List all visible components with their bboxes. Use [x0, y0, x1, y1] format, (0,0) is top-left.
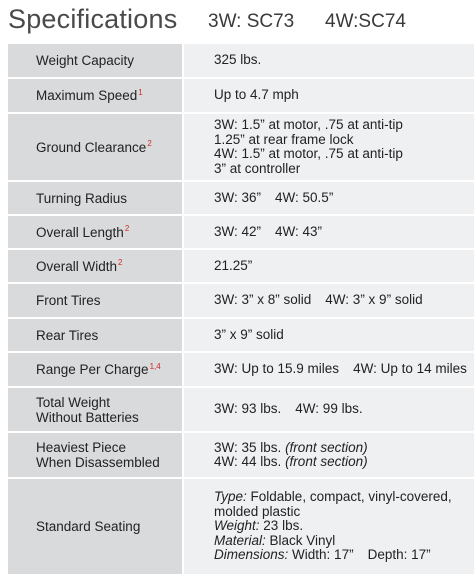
- spec-value: Up to 4.7 mph: [182, 79, 474, 112]
- spec-label: Standard Seating: [8, 479, 182, 574]
- spec-value: 3W: 1.5” at motor, .75 at anti-tip 1.25” at rear frame lock 4W: 1.5” at motor, .75 at anti-tip 3” at controller: [182, 114, 474, 180]
- spec-row-overall-width: [8, 248, 474, 282]
- spec-row-overall-length: [8, 214, 474, 248]
- spec-label: Maximum Speed$^1$: [8, 79, 182, 112]
- spec-value: 3W: 42” 4W: 43”: [182, 216, 474, 248]
- spec-row-range-per-charge: [8, 351, 474, 386]
- spec-row-standard-seating: [8, 477, 474, 574]
- spec-value: 3W: 35 lbs. (front section) 4W: 44 lbs. (front section): [182, 433, 474, 477]
- footnote-marker: 2: [118, 258, 123, 267]
- spec-value: 3W: 93 lbs. 4W: 99 lbs.: [182, 388, 474, 431]
- spec-label: Front Tires: [8, 284, 182, 317]
- spec-label: Turning Radius: [8, 182, 182, 214]
- spec-label: Ground Clearance$^2$: [8, 114, 182, 180]
- spec-label: Overall Length$^2$: [8, 216, 182, 248]
- spec-value: 21.25”: [182, 250, 474, 282]
- spec-label: Weight Capacity: [8, 44, 182, 77]
- spec-label: Rear Tires: [8, 319, 182, 351]
- spec-label: Range Per Charge$^{1,4}$: [8, 353, 182, 386]
- spec-row-heaviest-piece: [8, 431, 474, 477]
- footnote-marker: 2: [147, 139, 152, 148]
- spec-value: 325 lbs.: [182, 44, 474, 77]
- spec-row-maximum-speed: [8, 77, 474, 112]
- spec-header: [0, 0, 474, 44]
- footnote-marker: 2: [124, 224, 130, 233]
- page-title: Specifications: [8, 4, 178, 34]
- footnote-marker: 1: [138, 87, 143, 97]
- spec-row-turning-radius: [8, 180, 474, 214]
- spec-row-total-weight: [8, 386, 474, 431]
- model-3w-label: 3W: SC73: [208, 11, 295, 32]
- spec-row-ground-clearance: [8, 112, 474, 180]
- spec-label: Total Weight Without Batteries: [8, 388, 182, 431]
- spec-row-front-tires: [8, 282, 474, 317]
- spec-value: 3W: 3” x 8” solid 4W: 3” x 9” solid: [182, 284, 474, 317]
- spec-label: Heaviest Piece When Disassembled: [8, 433, 182, 477]
- spec-value: 3W: 36” 4W: 50.5”: [182, 182, 474, 214]
- footnote-marker: 1,4: [149, 361, 161, 371]
- spec-value: Type: Foldable, compact, vinyl-covered, molded plastic Weight: 23 lbs. Material: Black Vinyl Dimensions: Width: 17” Depth: 17”: [182, 479, 474, 574]
- spec-value: 3W: Up to 15.9 miles 4W: Up to 14 miles: [182, 353, 474, 386]
- spec-row-rear-tires: [8, 317, 474, 351]
- spec-table: [8, 44, 474, 574]
- model-4w-label: 4W:SC74: [325, 11, 406, 32]
- spec-value: 3” x 9” solid: [182, 319, 474, 351]
- spec-row-weight-capacity: [8, 44, 474, 77]
- spec-label: Overall Width$^2$: [8, 250, 182, 282]
